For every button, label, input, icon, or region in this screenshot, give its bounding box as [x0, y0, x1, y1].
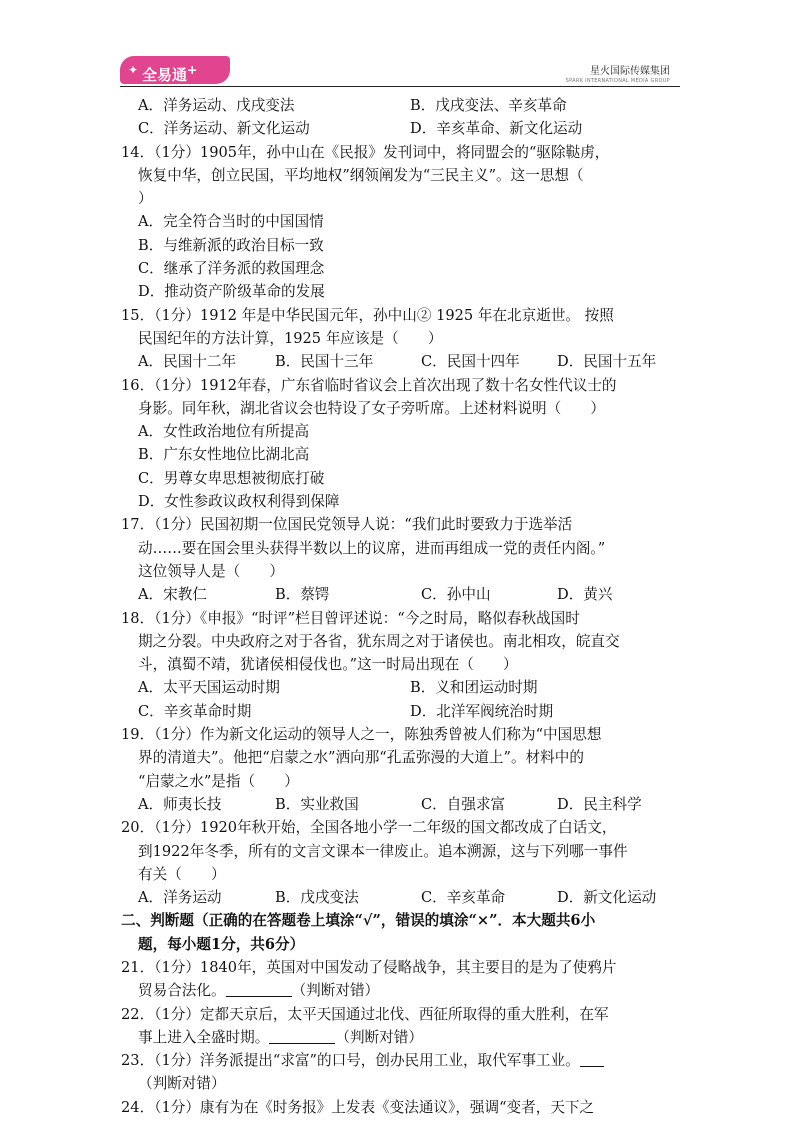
question-21-stem: 21．（1分）1840年，英国对中国发动了侵略战争，其主要目的是为了使鸦片 — [121, 958, 617, 976]
option: D．北洋军阀统治时期 — [410, 702, 554, 720]
option: A．完全符合当时的中国国情 — [138, 213, 324, 231]
option: A．师夷长技 — [138, 795, 222, 813]
logo-mark: + — [187, 62, 198, 77]
option: B．广东女性地位比湖北高 — [138, 446, 310, 464]
section-2-heading: 题，每小题1分，共6分） — [138, 935, 305, 953]
option: B．与维新派的政治目标一致 — [138, 236, 324, 254]
q13-options-row-2 — [121, 117, 683, 140]
option: A．女性政治地位有所提高 — [138, 423, 310, 441]
question-18-stem: 斗，滇蜀不靖，犹诸侯相侵伐也。”这一时局出现在（ ） — [138, 656, 518, 674]
question-21-stem: 贸易合法化。 （判断对错） — [138, 982, 380, 1000]
option: B．义和团运动时期 — [410, 679, 538, 697]
question-19-stem: 19．（1分）作为新文化运动的领导人之一，陈独秀曾被人们称为“中国思想 — [121, 726, 602, 744]
option: B．戊戌变法 — [275, 889, 359, 907]
company-name: 星火国际传媒集团 SPARK INTERNATIONAL MEDIA GROUP — [565, 66, 670, 84]
option: A．太平天国运动时期 — [138, 679, 280, 697]
option: D．新文化运动 — [557, 889, 657, 907]
question-17-stem: 这位领导人是（ ） — [138, 562, 284, 580]
option: A．民国十二年 — [138, 353, 237, 371]
question-20-stem: 到1922年冬季，所有的文言文课本一律废止。追本溯源，这与下列哪一事件 — [138, 842, 628, 860]
question-22-stem: 事上进入全盛时期。 （判断对错） — [138, 1028, 423, 1046]
section-2-heading: 二、判断题（正确的在答题卷上填涂“√”，错误的填涂“×”．本大题共6小 — [121, 912, 596, 930]
question-24-stem: 24．（1分）康有为在《时务报》上发表《变法通议》，强调“变者，天下之 — [121, 1098, 595, 1116]
question-16-stem: 身影。同年秋，湖北省议会也特设了女子旁听席。上述材料说明（ ） — [138, 399, 606, 417]
question-14-stem: 14．（1分）1905年，孙中山在《民报》发刊词中，将同盟会的“驱除鞑虏， — [121, 143, 610, 161]
question-17-stem: 动……要在国会里头获得半数以上的议席，进而再组成一党的责任内阁。” — [138, 539, 606, 557]
option: D．黄兴 — [557, 586, 613, 604]
question-16-stem: 16．（1分）1912年春，广东省临时省议会上首次出现了数十名女性代议士的 — [121, 376, 617, 394]
question-19-stem: 界的清道夫”。他把“启蒙之水”洒向那“孔孟弥漫的大道上”。材料中的 — [138, 749, 584, 767]
option: D．辛亥革命、新文化运动 — [410, 120, 583, 138]
question-23-stem: （判断对错） — [138, 1075, 226, 1093]
question-14-stem: 恢复中华，创立民国，平均地权”纲领阐发为“三民主义”。这一思想（ — [138, 166, 584, 184]
q13-options-row-1 — [121, 94, 683, 117]
option: B．实业救国 — [275, 795, 359, 813]
answer-blank — [226, 980, 292, 997]
header-divider — [120, 86, 680, 87]
option: D．推动资产阶级革命的发展 — [138, 283, 325, 301]
option: C．辛亥革命 — [421, 889, 506, 907]
q20-options — [121, 886, 683, 909]
q17-options — [121, 583, 683, 606]
logo-text: 全易通 — [142, 66, 188, 84]
brand-logo — [120, 56, 230, 84]
answer-blank — [269, 1027, 335, 1044]
answer-blank — [580, 1050, 604, 1067]
question-14-stem: ） — [138, 190, 153, 208]
question-15-stem: 民国纪年的方法计算，1925 年应该是（ ） — [138, 329, 443, 347]
option: B．戊戌变法、辛亥革命 — [410, 97, 567, 114]
option: C．洋务运动、新文化运动 — [138, 120, 310, 138]
star-icon: ✦ — [128, 63, 139, 77]
option: A．宋教仁 — [138, 586, 207, 604]
question-23-stem: 23．（1分）洋务派提出“求富”的口号，创办民用工业，取代军事工业。 — [121, 1049, 683, 1072]
option: B．蔡锷 — [275, 586, 330, 604]
company-subtitle: SPARK INTERNATIONAL MEDIA GROUP — [565, 78, 670, 84]
option: D．民主科学 — [557, 795, 642, 813]
q19-options — [121, 793, 683, 816]
question-22-stem: 22．（1分）定都天京后，太平天国通过北伐、西征所取得的重大胜利，在军 — [121, 1005, 609, 1023]
option: C．男尊女卑思想被彻底打破 — [138, 469, 325, 487]
option: C．民国十四年 — [421, 353, 520, 371]
option: C．自强求富 — [421, 795, 506, 813]
exam-content — [121, 94, 683, 1119]
option: C．继承了洋务派的救国理念 — [138, 260, 325, 278]
option: D．民国十五年 — [557, 353, 657, 371]
question-18-stem: 期之分裂。中央政府之对于各省，犹东周之对于诸侯也。南北相攻，皖直交 — [138, 632, 620, 650]
option: D．女性参政议政权利得到保障 — [138, 493, 340, 511]
q15-options — [121, 350, 683, 373]
q18-options-row-1 — [121, 676, 683, 699]
question-20-stem: 20．（1分）1920年秋开始，全国各地小学一二年级的国文都改成了白话文， — [121, 819, 617, 837]
question-18-stem: 18．（1分）《申报》“时评”栏目曾评述说：“今之时局，略似春秋战国时 — [121, 609, 580, 627]
q18-options-row-2 — [121, 700, 683, 723]
question-17-stem: 17．（1分）民国初期一位国民党领导人说：“我们此时要致力于选举活 — [121, 516, 573, 534]
question-20-stem: 有关（ ） — [138, 865, 226, 883]
option: A．洋务运动 — [138, 889, 222, 907]
page-header — [0, 0, 800, 90]
option: B．民国十三年 — [275, 353, 374, 371]
question-15-stem: 15．（1分）1912 年是中华民国元年，孙中山② 1925 年在北京逝世。 按照 — [121, 306, 614, 324]
option: C．辛亥革命时期 — [138, 702, 252, 720]
question-19-stem: “启蒙之水”是指（ ） — [138, 772, 299, 790]
option: C．孙中山 — [421, 586, 491, 604]
option: A．洋务运动、戊戌变法 — [138, 97, 295, 114]
